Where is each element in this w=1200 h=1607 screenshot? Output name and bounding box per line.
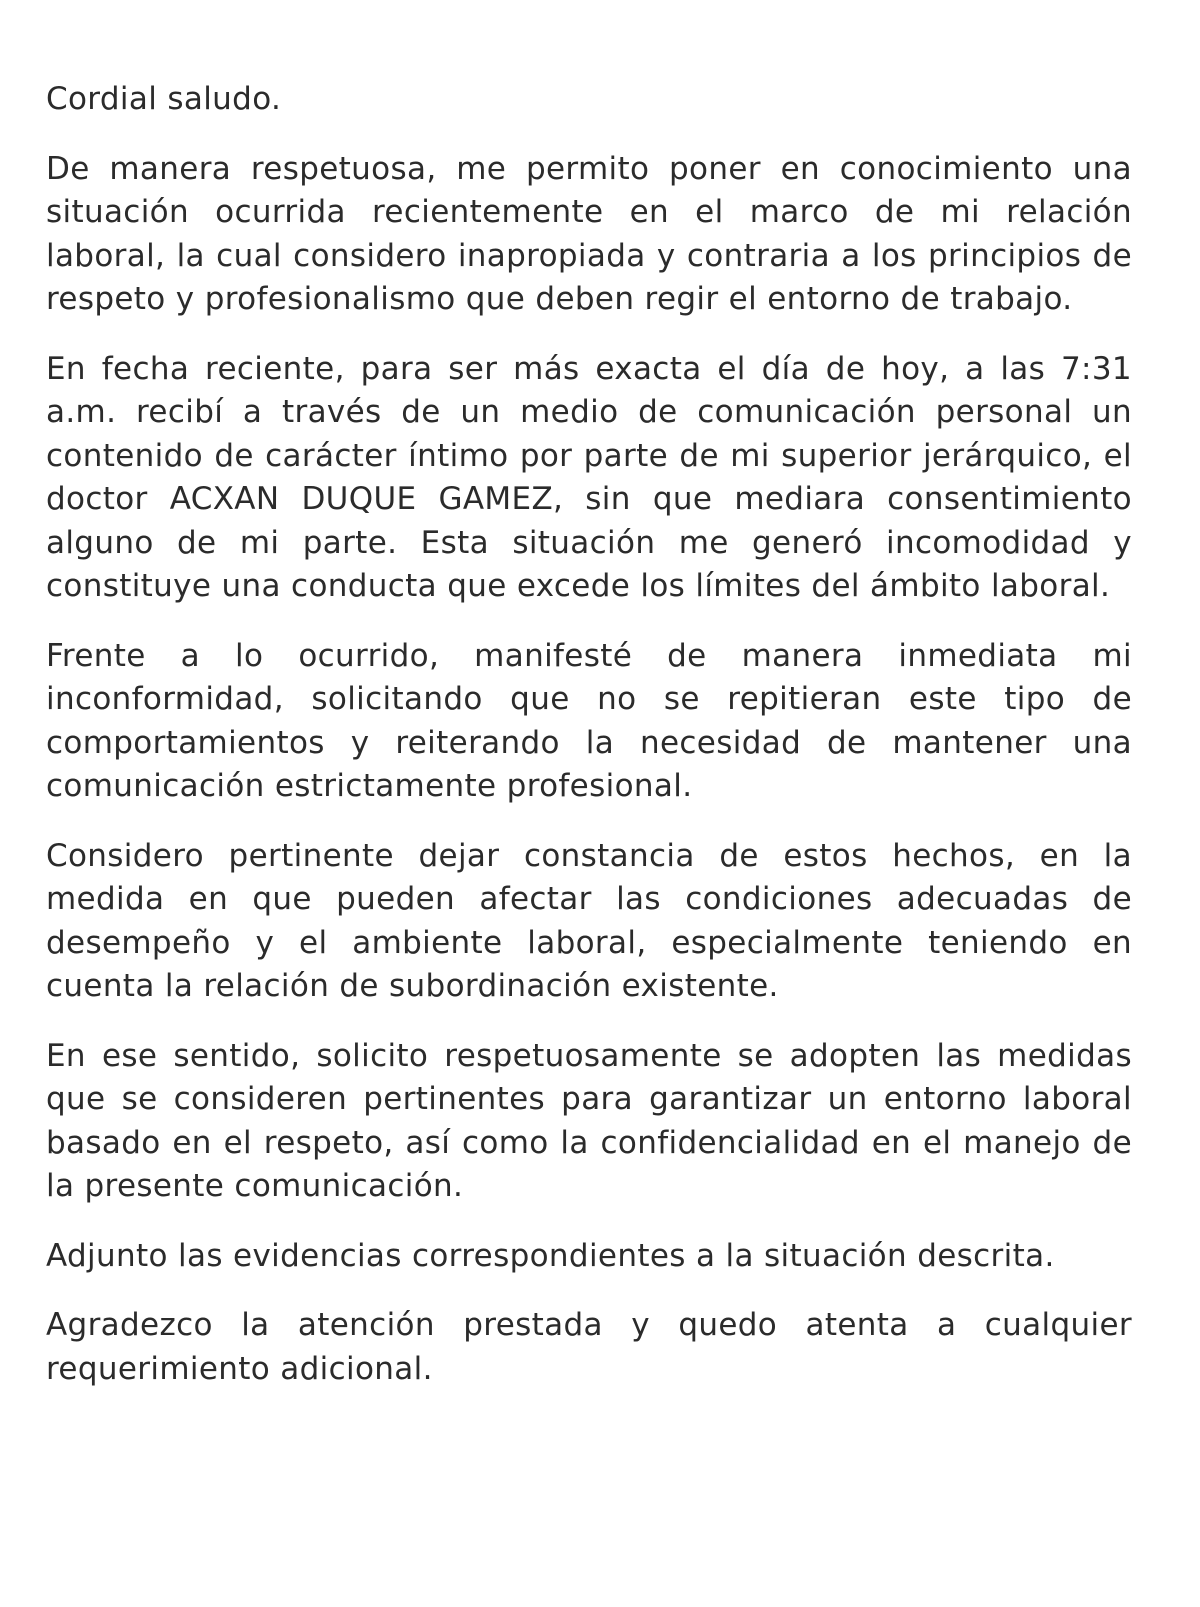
paragraph-response: Frente a lo ocurrido, manifesté de manera inmediata mi inconformidad, solicitando que no se repitieran este tipo de comportamientos y reiterando la necesidad de mantener una comunicación estrictamente profesional.: [46, 637, 1132, 804]
paragraph-incident: En fecha reciente, para ser más exacta el día de hoy, a las 7:31 a.m. recibí a través de un medio de comunicación personal un contenido de carácter íntimo por parte de mi superior jerárquico, el doctor ACXAN DUQUE GAMEZ, sin que mediara consentimiento alguno de mi parte. Esta situación me generó incomodidad y constituye una conducta que excede los límites del ámbito laboral.: [46, 350, 1132, 604]
paragraph-notice: De manera respetuosa, me permito poner en conocimiento una situación ocurrida recientemente en el marco de mi relación laboral, la cual considero inapropiada y contraria a los principios de respeto y profesionalismo que deben regir el entorno de trabajo.: [46, 150, 1132, 317]
paragraph-closing: Agradezco la atención prestada y quedo atenta a cualquier requerimiento adicional.: [46, 1307, 1132, 1387]
greeting: Cordial saludo.: [46, 81, 282, 117]
paragraph-record: Considero pertinente dejar constancia de estos hechos, en la medida en que pueden afectar las condiciones adecuadas de desempeño y el ambiente laboral, especialmente teniendo en cuenta la relación de subordinación existente.: [46, 837, 1132, 1004]
paragraph-attachments: Adjunto las evidencias correspondientes a la situación descrita.: [46, 1237, 1055, 1274]
paragraph-request: En ese sentido, solicito respetuosamente se adopten las medidas que se consideren pertinentes para garantizar un entorno laboral basado en el respeto, así como la confidencialidad en el manejo de la presente comunicación.: [46, 1037, 1132, 1204]
letter-body: [46, 78, 1132, 1417]
